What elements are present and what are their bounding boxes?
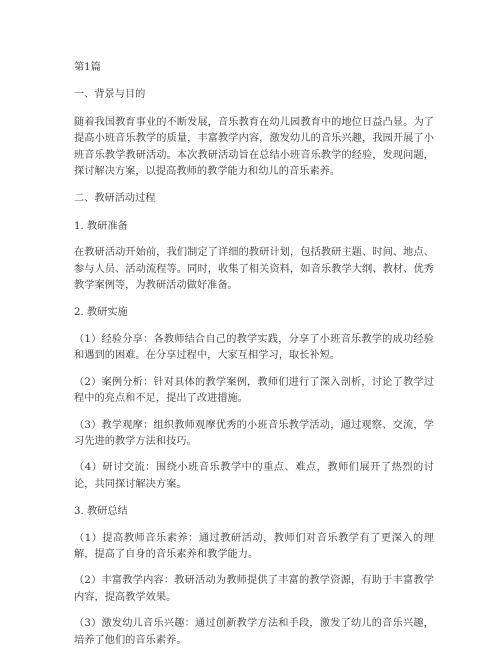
part-title: 第1篇 bbox=[74, 62, 101, 73]
subsection-2-item: （3）教学观摩：组织教师观摩优秀的小班音乐教学活动，通过观察、交流，学习先进的教学方法和技巧。 bbox=[74, 419, 434, 447]
subsection-2-item: （2）案例分析：针对具体的教学案例，教师们进行了深入剖析，讨论了教学过程中的亮点和不足，提出了改进措施。 bbox=[74, 376, 434, 405]
subsection-2-item: （4）研讨交流：围绕小班音乐教学中的重点、难点，教师们展开了热烈的讨论，共同探讨解决方案。 bbox=[74, 462, 434, 490]
section-1-title: 一、背景与目的 bbox=[74, 89, 146, 101]
subsection-1-title: 1. 教研准备 bbox=[74, 220, 128, 232]
section-2-title: 二、教研活动过程 bbox=[74, 193, 156, 205]
subsection-2-title: 2. 教研实施 bbox=[74, 307, 128, 319]
subsection-3-item: （2）丰富教学内容：教研活动为教师提供了丰富的教学资源，有助于丰富教学内容，提高教学效果。 bbox=[74, 575, 434, 603]
subsection-3-item: （3）激发幼儿音乐兴趣：通过创新教学方法和手段，激发了幼儿的音乐兴趣，培养了他们的音乐素养。 bbox=[74, 618, 434, 646]
subsection-3-title: 3. 教研总结 bbox=[74, 506, 128, 518]
section-1-paragraph: 随着我国教育事业的不断发展，音乐教育在幼儿园教育中的地位日益凸显。为了提高小班音乐教学的质量，丰富教学内容，激发幼儿的音乐兴趣，我园开展了小班音乐教学教研活动。本次教研活动旨在总结小班音乐教学的经验，发现问题，探讨解决方案，以提高教师的教学能力和幼儿的音乐素养。 bbox=[74, 116, 434, 178]
subsection-2-item: （1）经验分享：各教师结合自己的教学实践，分享了小班音乐教学的成功经验和遇到的困难。在分享过程中，大家互相学习，取长补短。 bbox=[74, 333, 434, 362]
document-body bbox=[74, 60, 434, 649]
subsection-1-paragraph: 在教研活动开始前，我们制定了详细的教研计划，包括教研主题、时间、地点、参与人员、活动流程等。同时，收集了相关资料，如音乐教学大纲、教材、优秀教学案例等，为教研活动做好准备。 bbox=[74, 247, 434, 292]
subsection-3-item: （1）提高教师音乐素养：通过教研活动，教师们对音乐教学有了更深入的理解，提高了自身的音乐素养和教学能力。 bbox=[74, 532, 434, 560]
